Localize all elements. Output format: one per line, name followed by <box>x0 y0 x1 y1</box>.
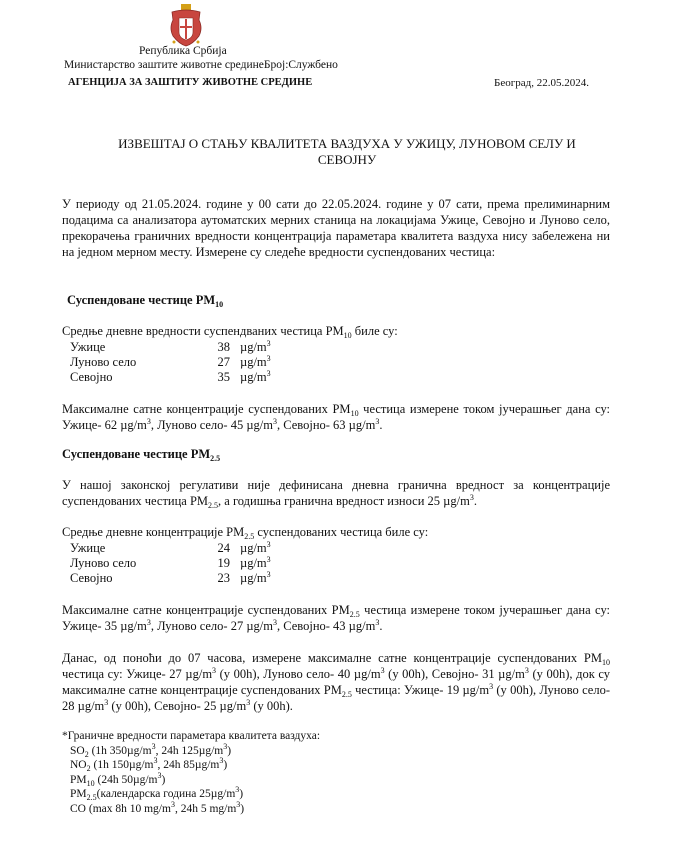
table-row <box>70 555 271 570</box>
agency-name: АГЕНЦИЈА ЗА ЗАШТИТУ ЖИВОТНЕ СРЕДИНЕ <box>68 77 313 88</box>
station-value: 19 <box>217 556 230 570</box>
republic-name: Република Србија <box>139 45 227 57</box>
table-row <box>70 570 271 585</box>
pm25-heading-text: Суспендоване честице PM <box>62 447 211 461</box>
station-value: 23 <box>217 571 230 585</box>
station-name: Луново село <box>70 355 137 369</box>
pm25-regulation-paragraph: У нашој законској регулативи није дефинисана дневна гранична вредност за концентрације суспендованих честица $PM_{2.5}$, а годишња гранична вредност износи 25 $\mu g/m^3$. <box>62 478 610 510</box>
pm10-heading-sub: 10 <box>215 300 224 309</box>
unit: $\mu g/m^3$ <box>240 555 271 570</box>
pm10-daily-post: биле су: <box>351 324 398 338</box>
limit-pm25: $PM_{2.5}(календарска$ година $25\mu g/m^3$) <box>70 785 244 802</box>
station-name: Севојно <box>70 571 113 585</box>
station-name: Луново село <box>70 556 137 570</box>
station-value: 24 <box>217 541 230 555</box>
table-row <box>70 339 271 354</box>
pm10-daily-table <box>70 339 271 384</box>
pm25-heading <box>62 446 220 462</box>
unit: $\mu g/m^3$ <box>240 570 271 585</box>
document-title <box>62 136 632 168</box>
station-value: 38 <box>217 340 230 354</box>
pm25-daily-post: суспендованих честица биле су: <box>254 525 429 539</box>
limit-so2: $SO_2$ (1h $350\mu g/m^3$, 24h $125\mu g/m^3$) <box>70 741 232 759</box>
table-row <box>70 369 271 384</box>
unit: $\mu g/m^3$ <box>240 369 271 384</box>
unit: $\mu g/m^3$ <box>240 540 271 555</box>
pm25-daily-pre: Средње дневне концентрације PM <box>62 525 245 539</box>
station-name: Севојно <box>70 370 113 384</box>
pm25-heading-sub: 2.5 <box>210 454 221 463</box>
pm10-daily-intro <box>62 323 398 339</box>
ministry-name: Министарство заштите животне средине <box>64 59 264 71</box>
today-paragraph: Данас, од поноћи до 07 часова, измерене максималне сатне концентрације суспендованих $PM_{10}$ честица су: Ужице- 27 $\mu g/m^3$ (у 00h), Луново село- 40 $\mu g/m^3$ (у 00h), Севојно- 31 $\mu g/m^3$ (у 00h), док су максималне сатне концентрације суспендованих $PM_{2.5}$ честица: Ужице- 19 $\mu g/m^3$ (у 00h), Луново село- 28 $\mu g/m^3$ (у 00h), Севојно- 25 $\mu g/m^3$ (у 00h). <box>62 651 611 713</box>
limit-pm10: $PM_{10}$ (24h $50\mu g/m^3$) <box>70 770 166 788</box>
pm10-daily-pre: Средње дневне вредности суспендваних честица PM <box>62 324 344 338</box>
table-row <box>70 540 271 555</box>
limits-heading: *Граничне вредности параметара квалитета ваздуха: <box>62 730 321 742</box>
pm25-daily-sub: 2.5 <box>244 532 255 541</box>
station-name: Ужице <box>70 340 106 354</box>
pm10-max-paragraph: Максималне сатне концентрације суспендованих $PM_{10}$ честица измерене током јучерашњег дана су: Ужице- 62 $\mu g/m^3$, Луново село- 45 $\mu g/m^3$, Севојно- 63 $\mu g/m^3$. <box>62 402 611 432</box>
station-value: 27 <box>217 355 230 369</box>
limit-co: CO (max 8h 10 $mg/m^3$, 24h 5 $mg/m^3$) <box>70 799 245 815</box>
limits-block <box>62 729 320 816</box>
title-line-1: ИЗВЕШТАЈ О СТАЊУ КВАЛИТЕТА ВАЗДУХА У УЖИЦУ, ЛУНОВОМ СЕЛУ И <box>118 136 576 151</box>
pm25-daily-intro <box>62 524 428 540</box>
unit: $\mu g/m^3$ <box>240 339 271 354</box>
pm10-heading-text: Суспендоване честице PM <box>67 293 216 307</box>
pm25-max-paragraph: Максималне сатне концентрације суспендованих $PM_{2.5}$ честица измерене током јучерашњег дана су: Ужице- 35 $\mu g/m^3$, Луново село- 27 $\mu g/m^3$, Севојно- 43 $\mu g/m^3$. <box>62 603 610 633</box>
intro-paragraph: У периоду од 21.05.2024. године у 00 сати до 22.05.2024. године у 07 сати, према прелиминарним подацима са анализатора аутоматских мерних станица на локацијама Ужице, Севојно и Луново село, прекорачења граничних вредности концентрација параметара квалитета ваздуха нису забележена ни на једном мерном месту. Измерене су следеће вредности суспендованих честица: <box>62 197 610 259</box>
table-row <box>70 354 271 369</box>
pm10-heading <box>67 292 223 308</box>
limit-no2: $NO_2$ (1h $150\mu g/m^3$, 24h $85\mu g/m^3$) <box>70 756 228 773</box>
ministry-line <box>64 58 338 72</box>
title-line-2: СЕВОЈНУ <box>317 152 377 167</box>
station-name: Ужице <box>70 541 106 555</box>
pm25-daily-table <box>70 540 271 585</box>
place-date: Београд, 22.05.2024. <box>494 77 589 89</box>
unit: $\mu g/m^3$ <box>240 354 271 369</box>
document-number: Број:Службено <box>263 59 338 71</box>
coat-of-arms <box>169 4 203 48</box>
station-value: 35 <box>217 370 230 384</box>
pm10-daily-sub: 10 <box>343 331 352 340</box>
